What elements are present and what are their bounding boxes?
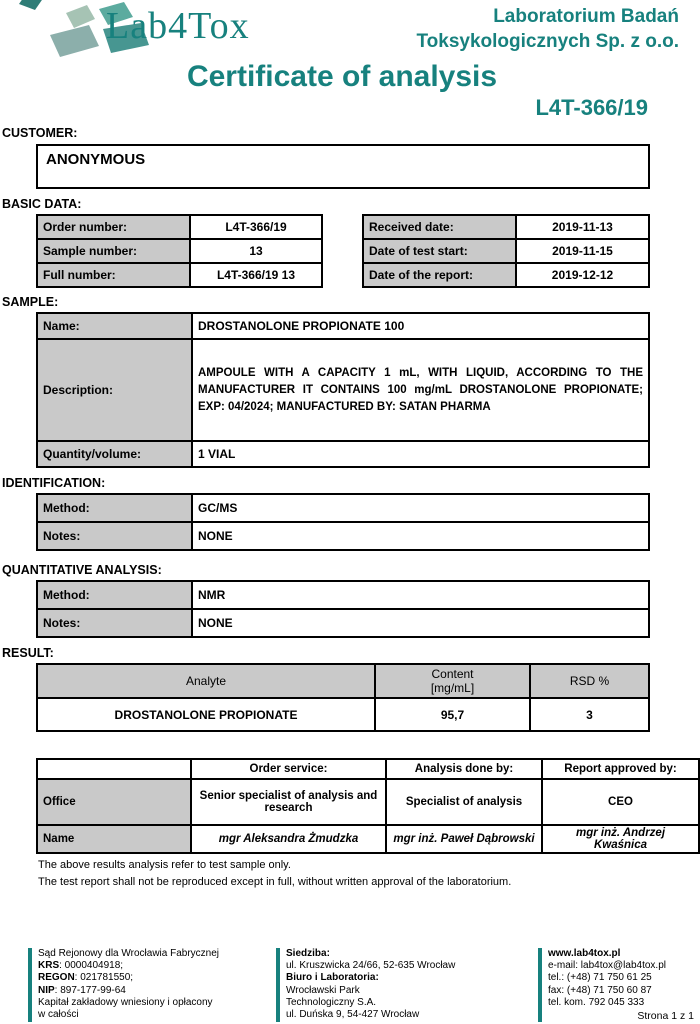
footer: [28, 948, 694, 1022]
column-header-content: Content [mg/mL]: [375, 664, 530, 698]
table-row: [37, 339, 649, 441]
field-label: Date of the report:: [363, 263, 516, 287]
identification-heading: IDENTIFICATION:: [2, 476, 106, 490]
signature-name: mgr inż. Paweł Dąbrowski: [386, 825, 542, 853]
field-label: Full number:: [37, 263, 190, 287]
field-label: Order number:: [37, 215, 190, 239]
table-row: [37, 609, 649, 637]
certificate-number: L4T-366/19: [535, 95, 648, 120]
basic-data-right-table: [362, 214, 650, 288]
table-row: [363, 215, 649, 239]
footer-line: Biuro i Laboratoria:: [286, 972, 379, 984]
table-row: [37, 494, 649, 522]
name-label: Name: [37, 825, 191, 853]
disclaimer-notes: [38, 857, 684, 891]
field-value: NONE: [192, 522, 649, 550]
note-line: The test report shall not be reproduced except in full, without written approval of the laboratorium.: [38, 876, 512, 888]
field-value: 1 VIAL: [192, 441, 649, 467]
field-value: L4T-366/19: [190, 215, 322, 239]
field-label: Method:: [37, 581, 192, 609]
page-number: Strona 1 z 1: [637, 1010, 694, 1023]
footer-line: REGON: 021781550;: [38, 972, 134, 984]
company-name-line1: Laboratorium Badań: [493, 6, 679, 27]
field-value: GC/MS: [192, 494, 649, 522]
office-analysis-by: Specialist of analysis: [386, 779, 542, 825]
signatures-table: [36, 758, 700, 854]
signature-name: mgr inż. Andrzej Kwaśnica: [542, 825, 699, 853]
footer-line: KRS: 0000404918;: [38, 960, 124, 972]
table-row: [363, 239, 649, 263]
footer-line: e-mail: lab4tox@lab4tox.pl: [548, 960, 666, 972]
identification-table: [36, 493, 650, 551]
field-value: DROSTANOLONE PROPIONATE 100: [192, 313, 649, 339]
footer-line: Technologiczny S.A.: [286, 996, 377, 1008]
field-value: NONE: [192, 609, 649, 637]
field-label: Received date:: [363, 215, 516, 239]
table-row: [37, 825, 699, 853]
column-header-rsd: RSD %: [530, 664, 649, 698]
result-analyte: DROSTANOLONE PROPIONATE: [37, 698, 375, 731]
sample-table: [36, 312, 650, 468]
table-row: [37, 522, 649, 550]
basic-data-tables: [0, 214, 684, 288]
sig-header-empty-cell: [37, 759, 191, 779]
footer-line: Sąd Rejonowy dla Wrocławia Fabrycznej: [38, 948, 220, 959]
footer-line: Wrocławski Park: [286, 984, 360, 996]
quantitative-heading: QUANTITATIVE ANALYSIS:: [2, 563, 162, 577]
field-label: Notes:: [37, 522, 192, 550]
footer-line: tel.: (+48) 71 750 61 25: [548, 972, 652, 984]
logo-wordmark: Lab4Tox: [106, 5, 250, 47]
field-label: Sample number:: [37, 239, 190, 263]
office-label: Office: [37, 779, 191, 825]
customer-value-box: ANONYMOUS: [36, 144, 650, 189]
sig-header-order-service: Order service:: [191, 759, 386, 779]
result-heading: RESULT:: [2, 646, 54, 660]
quantitative-table: [36, 580, 650, 638]
basic-data-heading: BASIC DATA:: [2, 197, 82, 211]
table-header-row: [37, 664, 649, 698]
footer-line: fax: (+48) 71 750 60 87: [548, 984, 652, 996]
office-order-service: Senior specialist of analysis and research: [191, 779, 386, 825]
field-value: L4T-366/19 13: [190, 263, 322, 287]
table-row: [363, 263, 649, 287]
footer-line: Kapitał zakładowy wniesiony i opłacony: [38, 996, 213, 1008]
field-value: [192, 339, 649, 441]
result-rsd: 3: [530, 698, 649, 731]
company-name: [416, 4, 679, 54]
sig-header-approved-by: Report approved by:: [542, 759, 699, 779]
field-label: Date of test start:: [363, 239, 516, 263]
table-row: [37, 239, 322, 263]
footer-line: NIP: 897-177-99-64: [38, 984, 126, 996]
footer-line: w całości: [38, 1009, 79, 1021]
field-value: 2019-11-13: [516, 215, 649, 239]
result-table: [36, 663, 650, 732]
footer-line: ul. Duńska 9, 54-427 Wrocław: [286, 1009, 420, 1021]
sample-description-text: AMPOULE WITH A CAPACITY 1 mL, WITH LIQUID, ACCORDING TO THE MANUFACTURER IT CONTAINS 100 mg/mL DROSTANOLONE PROPIONATE; EXP: 04/2024; MANUFACTURED BY: SATAN PHARMA: [198, 366, 643, 413]
field-value: NMR: [192, 581, 649, 609]
footer-address-column: [276, 948, 528, 1022]
signature-name: mgr Aleksandra Żmudzka: [191, 825, 386, 853]
table-row: [37, 698, 649, 731]
field-label: Notes:: [37, 609, 192, 637]
table-row: [37, 441, 649, 467]
field-label: Description:: [37, 339, 192, 441]
result-content: 95,7: [375, 698, 530, 731]
header: [0, 0, 684, 58]
table-row: [37, 313, 649, 339]
table-row: [37, 779, 699, 825]
footer-line: tel. kom. 792 045 333: [548, 996, 645, 1008]
field-value: 13: [190, 239, 322, 263]
field-value: 2019-12-12: [516, 263, 649, 287]
document-title: Certificate of analysis: [186, 60, 498, 93]
basic-data-left-table: [36, 214, 323, 288]
footer-line: www.lab4tox.pl: [548, 948, 621, 959]
footer-registry-column: [28, 948, 266, 1022]
field-label: Name:: [37, 313, 192, 339]
office-approved-by: CEO: [542, 779, 699, 825]
footer-contact-column: [538, 948, 694, 1022]
customer-heading: CUSTOMER:: [2, 126, 78, 140]
column-header-analyte: Analyte: [37, 664, 375, 698]
table-row: [37, 215, 322, 239]
table-row: [37, 263, 322, 287]
footer-line: ul. Kruszwicka 24/66, 52-635 Wrocław: [286, 960, 456, 972]
sig-header-analysis-by: Analysis done by:: [386, 759, 542, 779]
field-label: Quantity/volume:: [37, 441, 192, 467]
footer-line: Siedziba:: [286, 948, 330, 959]
field-value: 2019-11-15: [516, 239, 649, 263]
field-label: Method:: [37, 494, 192, 522]
table-header-row: [37, 759, 699, 779]
note-line: The above results analysis refer to test sample only.: [38, 859, 291, 871]
sample-heading: SAMPLE:: [2, 295, 59, 309]
table-row: [37, 581, 649, 609]
company-name-line2: Toksykologicznych Sp. z o.o.: [416, 31, 679, 52]
